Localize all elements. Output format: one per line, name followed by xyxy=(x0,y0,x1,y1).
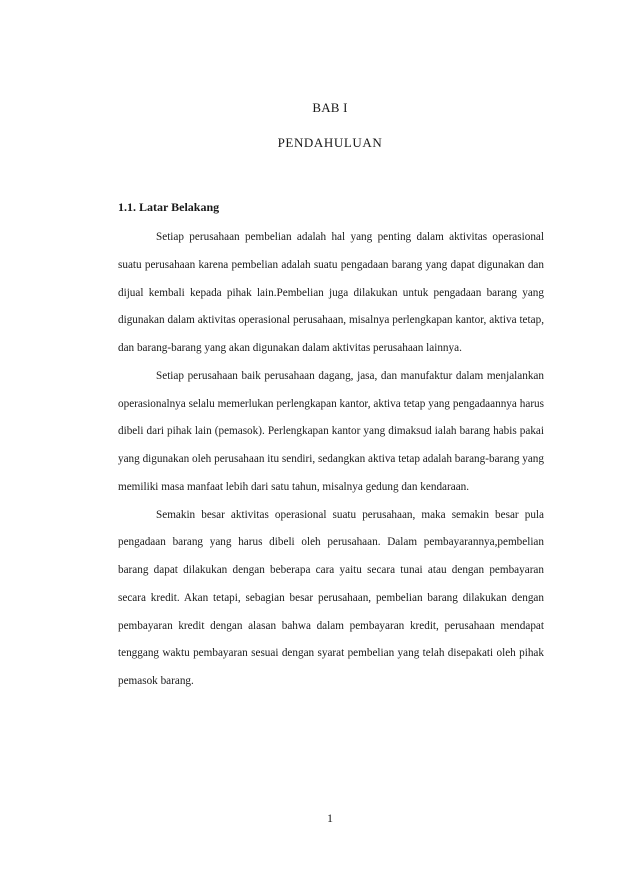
page-number: 1 xyxy=(327,811,333,825)
paragraph: Setiap perusahaan baik perusahaan dagang, jasa, dan manufaktur dalam menjalankan operasionalnya selalu memerlukan perlengkapan kantor, aktiva tetap yang pengadaannya harus dibeli dari pihak lain (pemasok). Perlengkapan kantor yang dimaksud ialah barang habis pakai yang digunakan oleh perusahaan itu sendiri, sedangkan aktiva tetap adalah barang-barang yang memiliki masa manfaat lebih dari satu tahun, misalnya gedung dan kendaraan. xyxy=(118,369,544,493)
chapter-number: BAB I xyxy=(312,100,348,115)
paragraph: Semakin besar aktivitas operasional suatu perusahaan, maka semakin besar pula pengadaan barang yang harus dibeli oleh perusahaan. Dalam pembayarannya,pembelian barang dapat dilakukan dengan beberapa cara yaitu secara tunai atau dengan pembayaran secara kredit. Akan tetapi, sebagian besar perusahaan, pembelian barang dilakukan dengan pembayaran kredit dengan alasan bahwa dalam pembayaran kredit, perusahaan mendapat tenggang waktu pembayaran sesuai dengan syarat pembelian yang telah disepakati oleh pihak pemasok barang. xyxy=(118,508,544,687)
chapter-title: PENDAHULUAN xyxy=(277,135,383,150)
body-text xyxy=(118,224,544,696)
section-heading: 1.1. Latar Belakang xyxy=(118,200,220,214)
paragraph: Setiap perusahaan pembelian adalah hal yang penting dalam aktivitas operasional suatu perusahaan karena pembelian adalah suatu pengadaan barang yang dapat digunakan dan dijual kembali kepada pihak lain.Pembelian juga dilakukan untuk pengadaan barang yang digunakan dalam aktivitas operasional perusahaan, misalnya perlengkapan kantor, aktiva tetap, dan barang-barang yang akan digunakan dalam aktivitas perusahaan lainnya. xyxy=(118,231,544,354)
